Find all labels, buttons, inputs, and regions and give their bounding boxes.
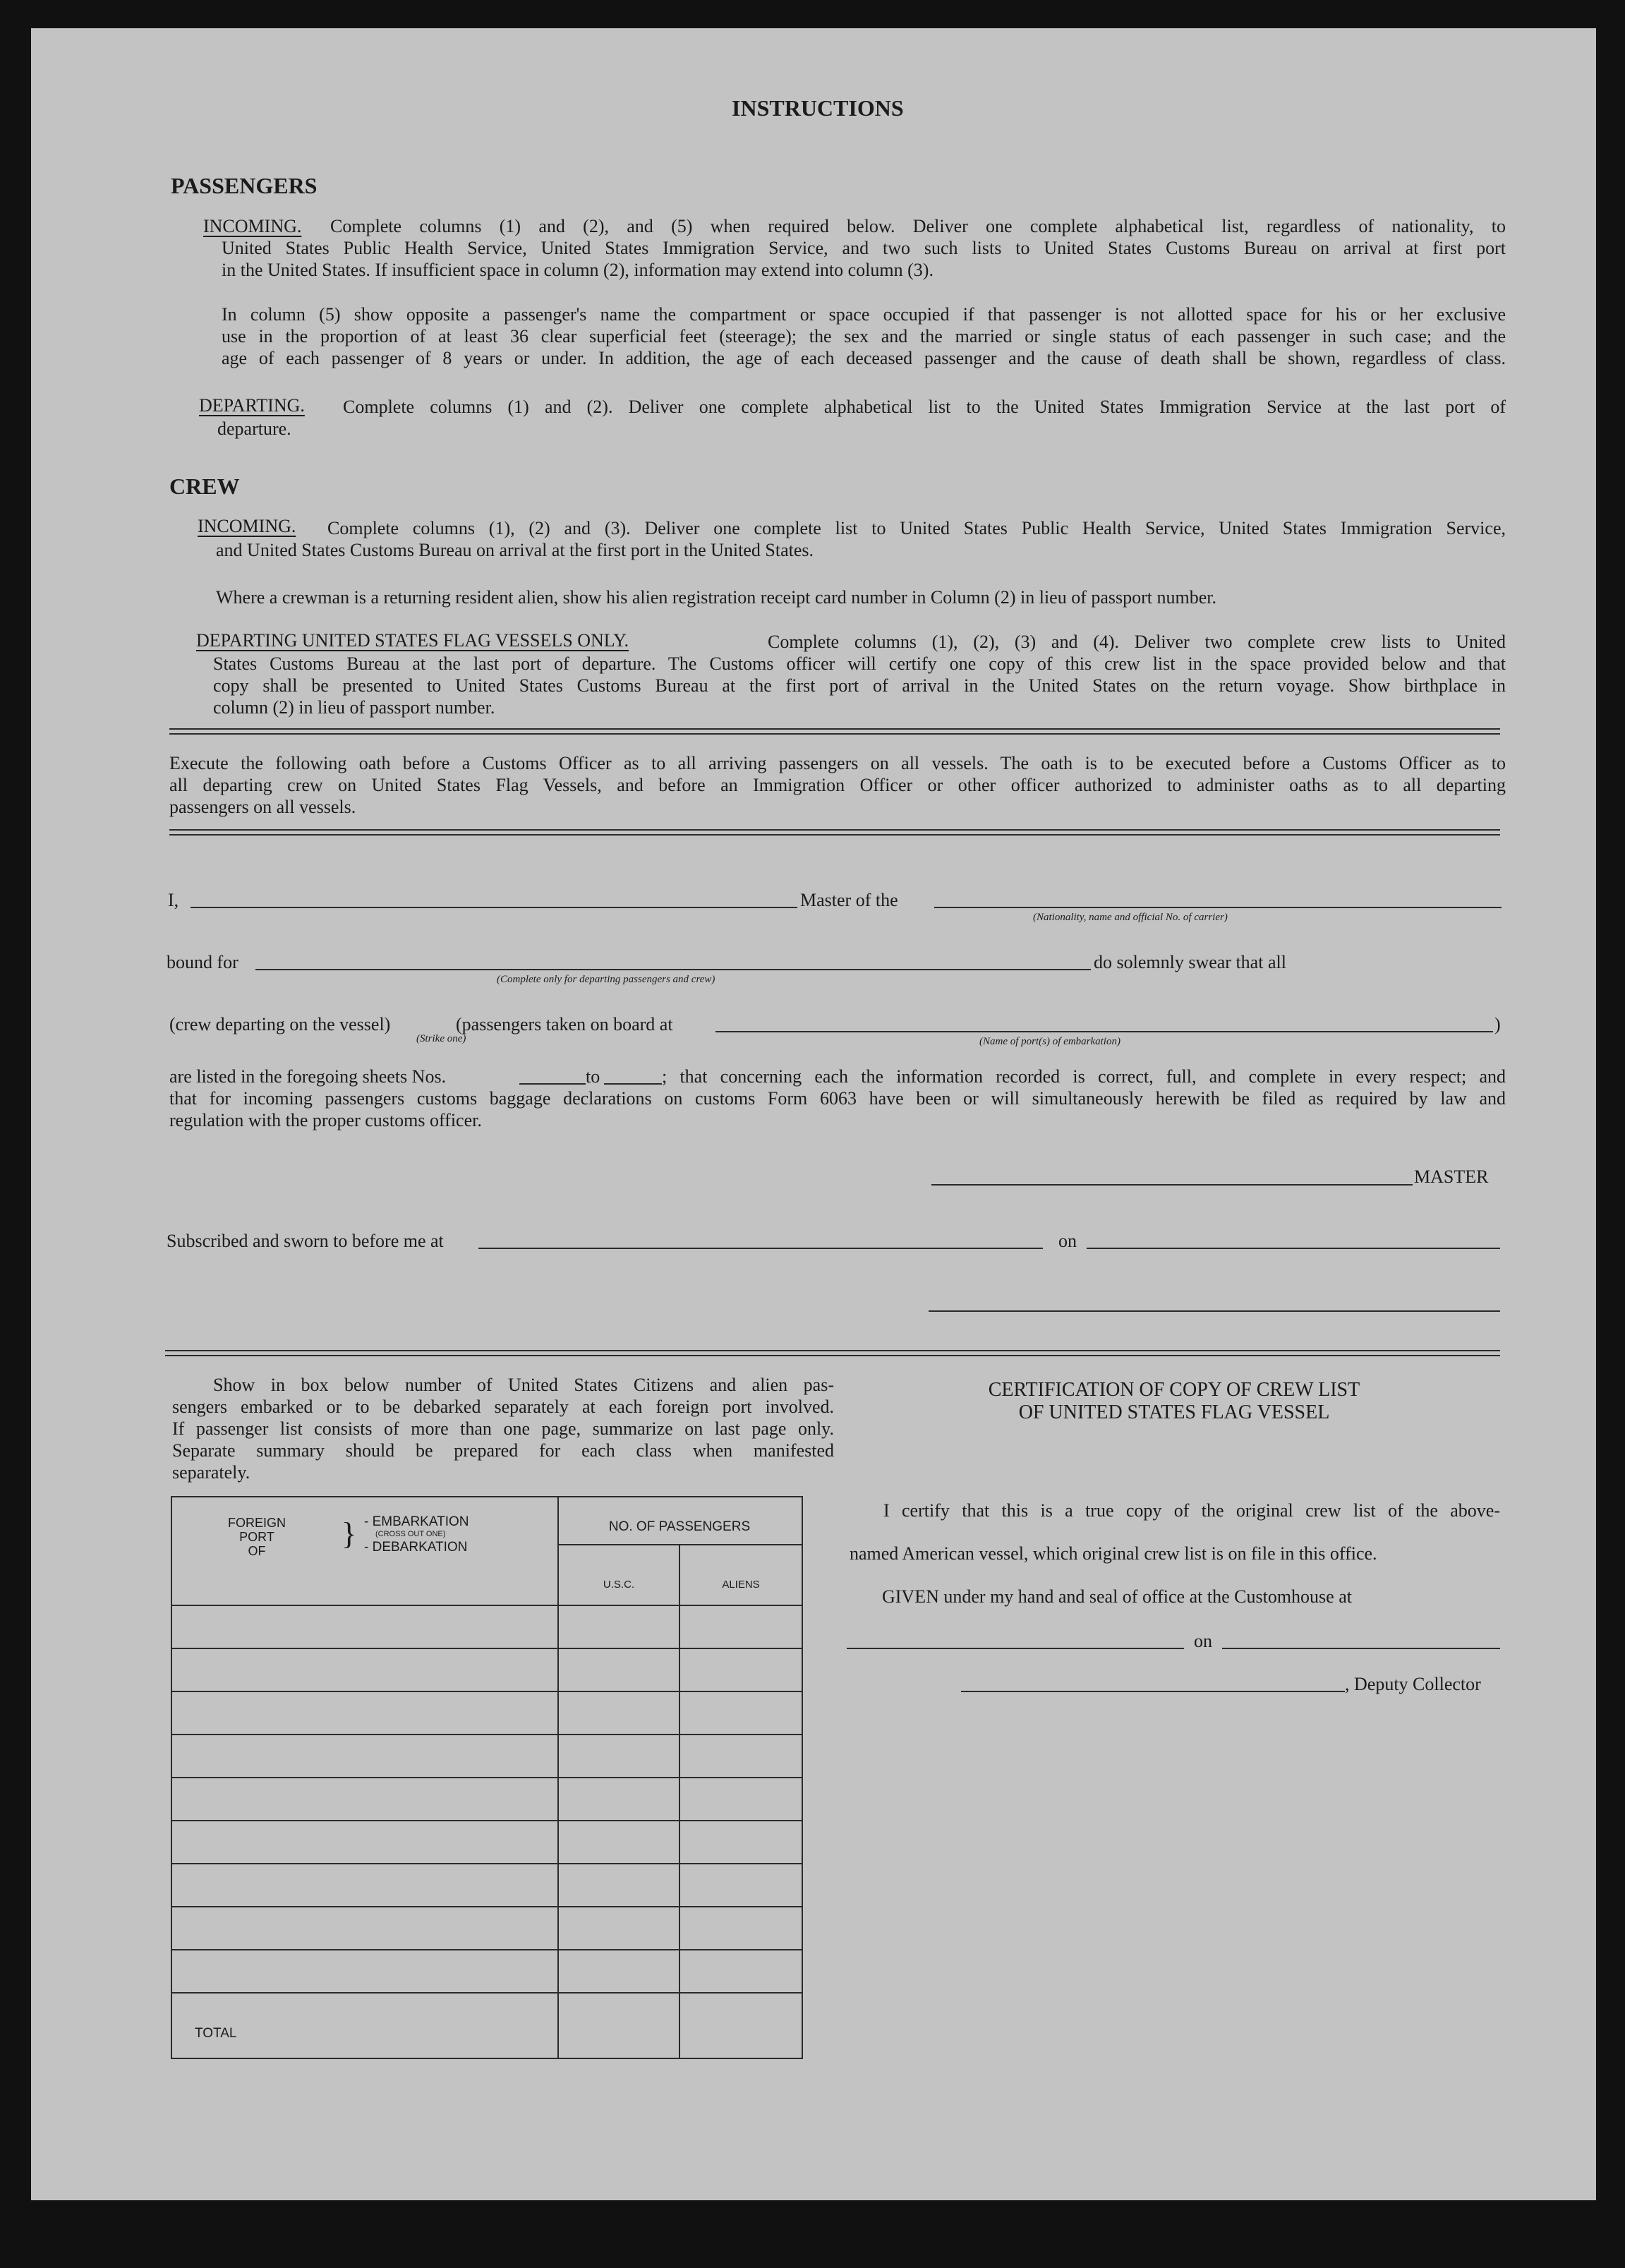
crew-incoming-label: INCOMING. — [198, 516, 296, 536]
table-row — [172, 1648, 802, 1649]
column5-line-3: age of each passenger of 8 years or under. In addition, the age of each deceased passenger and the cause of death shall be shown, regardless of class. — [222, 348, 1506, 368]
summary-intro-line-4: Separate summary should be prepared for each class when manifested — [172, 1440, 834, 1461]
cross-out-label: (CROSS OUT ONE) — [375, 1530, 446, 1538]
close-paren: ) — [1494, 1014, 1501, 1035]
crew-incoming-line-2: and United States Customs Bureau on arrival at the first port in the United States. — [216, 540, 814, 560]
crew-departing-label: DEPARTING UNITED STATES FLAG VESSELS ONLY. — [196, 630, 629, 651]
master-label: MASTER — [1414, 1166, 1489, 1187]
deputy-signature-field[interactable] — [961, 1691, 1345, 1692]
passengers-taken-option[interactable]: (passengers taken on board at — [456, 1014, 673, 1035]
no-of-passengers-header: NO. OF PASSENGERS — [608, 1519, 751, 1534]
crew-departing-line-3: copy shall be presented to United States Customs Bureau at the first port of arrival in the United States on the return voyage. Show birthplace in — [213, 675, 1506, 696]
crew-departing-line-4: column (2) in lieu of passport number. — [213, 697, 495, 718]
customhouse-field[interactable] — [847, 1648, 1184, 1649]
crew-departing-line-2: States Customs Bureau at the last port of departure. The Customs officer will certify one copy of this crew list in the space provided below and that — [213, 653, 1506, 674]
oath-instructions-line-1: Execute the following oath before a Customs Officer as to all arriving passengers on all vessels. The oath is to be executed before a Customs Officer as to — [169, 753, 1506, 773]
form-page — [31, 28, 1596, 2200]
passengers-departing-label: DEPARTING. — [199, 395, 305, 416]
embarkation-label: - EMBARKATION — [364, 1514, 469, 1529]
listed-suffix: ; that concerning each the information recorded is correct, full, and complete in every respect; and — [662, 1066, 1506, 1087]
passengers-heading: PASSENGERS — [171, 173, 318, 198]
table-row — [172, 1691, 802, 1692]
listed-line-3: regulation with the proper customs officer. — [169, 1110, 482, 1130]
oath-instructions-line-2: all departing crew on United States Flag Vessels, and before an Immigration Officer or other officer authorized to administer oaths as to all departing — [169, 775, 1506, 795]
foreign-port-of-label: FOREIGN PORT OF — [227, 1516, 286, 1558]
brace-icon: } — [342, 1516, 357, 1551]
summary-intro-line-1: Show in box below number of United States Citizens and alien pas- — [213, 1375, 834, 1395]
sworn-date-field[interactable] — [1087, 1248, 1500, 1249]
carrier-field[interactable] — [934, 907, 1502, 908]
table-row — [172, 1820, 802, 1821]
certification-title-line-2: OF UNITED STATES FLAG VESSEL — [1018, 1401, 1330, 1423]
divider-1 — [169, 728, 1500, 735]
sheet-from-field[interactable] — [519, 1083, 586, 1085]
sworn-on-label: on — [1058, 1231, 1077, 1251]
summary-intro-line-3: If passenger list consists of more than one page, summarize on last page only. — [172, 1418, 834, 1439]
bound-for-label: bound for — [167, 952, 238, 972]
table-row — [172, 1949, 802, 1950]
oath-i-label: I, — [168, 890, 179, 910]
passenger-summary-table — [171, 1496, 803, 2059]
officer-signature-field[interactable] — [929, 1310, 1500, 1312]
certification-date-field[interactable] — [1222, 1648, 1500, 1649]
passengers-departing-line-2: departure. — [217, 418, 291, 439]
aliens-header: ALIENS — [722, 1579, 760, 1591]
divider-3 — [165, 1350, 1500, 1356]
table-subheader-line — [557, 1544, 802, 1545]
master-name-field[interactable] — [191, 907, 797, 908]
column5-line-1: In column (5) show opposite a passenger's name the compartment or space occupied if that passenger is not allotted space for his or her exclusive — [222, 304, 1506, 325]
master-signature-field[interactable] — [931, 1184, 1413, 1186]
listed-line-2: that for incoming passengers customs baggage declarations on customs Form 6063 have been or will simultaneously herewith be filed as required by law and — [169, 1088, 1506, 1109]
debarkation-label: - DEBARKATION — [364, 1540, 468, 1555]
passengers-departing-line-1: Complete columns (1) and (2). Deliver one complete alphabetical list to the United States Immigration Service at the last port of — [343, 397, 1506, 417]
port-caption: (Name of port(s) of embarkation) — [979, 1036, 1120, 1047]
master-of-label: Master of the — [800, 890, 898, 910]
oath-instructions-line-3: passengers on all vessels. — [169, 797, 356, 817]
subscribed-label: Subscribed and sworn to before me at — [167, 1231, 444, 1251]
table-row — [172, 1777, 802, 1778]
table-row — [172, 1863, 802, 1864]
table-row — [172, 1906, 802, 1907]
sworn-place-field[interactable] — [478, 1248, 1043, 1249]
summary-intro-line-2: sengers embarked or to be debarked separately at each foreign port involved. — [172, 1397, 834, 1417]
embarkation-port-field[interactable] — [715, 1031, 1493, 1032]
swear-label: do solemnly swear that all — [1094, 952, 1286, 972]
bound-for-field[interactable] — [255, 969, 1091, 970]
table-row — [172, 1734, 802, 1735]
crew-resident-alien-line: Where a crewman is a returning resident alien, show his alien registration receipt card number in Column (2) in lieu of passport number. — [216, 587, 1217, 608]
crew-heading: CREW — [169, 473, 240, 499]
summary-intro-line-5: separately. — [172, 1462, 250, 1483]
crew-incoming-line-1: Complete columns (1), (2) and (3). Deliver one complete list to United States Public Health Service, United States Immigration Service, — [327, 518, 1506, 538]
passengers-incoming-line-1: Complete columns (1) and (2), and (5) when required below. Deliver one complete alphabetical list, regardless of nationality, to — [330, 216, 1506, 236]
strike-one-caption: (Strike one) — [416, 1033, 466, 1044]
crew-departing-line-1: Complete columns (1), (2), (3) and (4). Deliver two complete crew lists to United — [768, 632, 1506, 652]
carrier-caption: (Nationality, name and official No. of carrier) — [1033, 912, 1228, 923]
certification-line-2: named American vessel, which original crew list is on file in this office. — [850, 1543, 1377, 1564]
deputy-collector-label: , Deputy Collector — [1345, 1674, 1481, 1694]
passengers-incoming-line-3: in the United States. If insufficient space in column (2), information may extend into column (3). — [222, 260, 934, 280]
divider-2 — [169, 829, 1500, 836]
certification-line-3: GIVEN under my hand and seal of office at the Customhouse at — [882, 1586, 1352, 1607]
usc-header: U.S.C. — [603, 1579, 635, 1591]
passengers-incoming-label: INCOMING. — [203, 216, 302, 236]
table-row — [172, 1605, 802, 1606]
crew-departing-option[interactable]: (crew departing on the vessel) — [169, 1014, 391, 1035]
listed-prefix: are listed in the foregoing sheets Nos. — [169, 1066, 447, 1087]
passengers-incoming-line-2: United States Public Health Service, United States Immigration Service, and two such lists to United States Customs Bureau on arrival at first port — [222, 238, 1506, 258]
table-divider-usc — [679, 1544, 680, 2058]
table-row — [172, 1992, 802, 1993]
total-label: TOTAL — [195, 2026, 237, 2041]
to-label: to — [586, 1066, 600, 1087]
certification-title-line-1: CERTIFICATION OF COPY OF CREW LIST — [988, 1379, 1360, 1401]
page-title: INSTRUCTIONS — [732, 95, 904, 121]
certification-line-1: I certify that this is a true copy of the original crew list of the above- — [883, 1500, 1500, 1521]
certification-on-label: on — [1194, 1631, 1212, 1651]
sheet-to-field[interactable] — [604, 1083, 662, 1085]
column5-line-2: use in the proportion of at least 36 clear superficial feet (steerage); the sex and the married or single status of each passenger in such case; and the — [222, 326, 1506, 346]
bound-for-caption: (Complete only for departing passengers and crew) — [497, 974, 715, 985]
